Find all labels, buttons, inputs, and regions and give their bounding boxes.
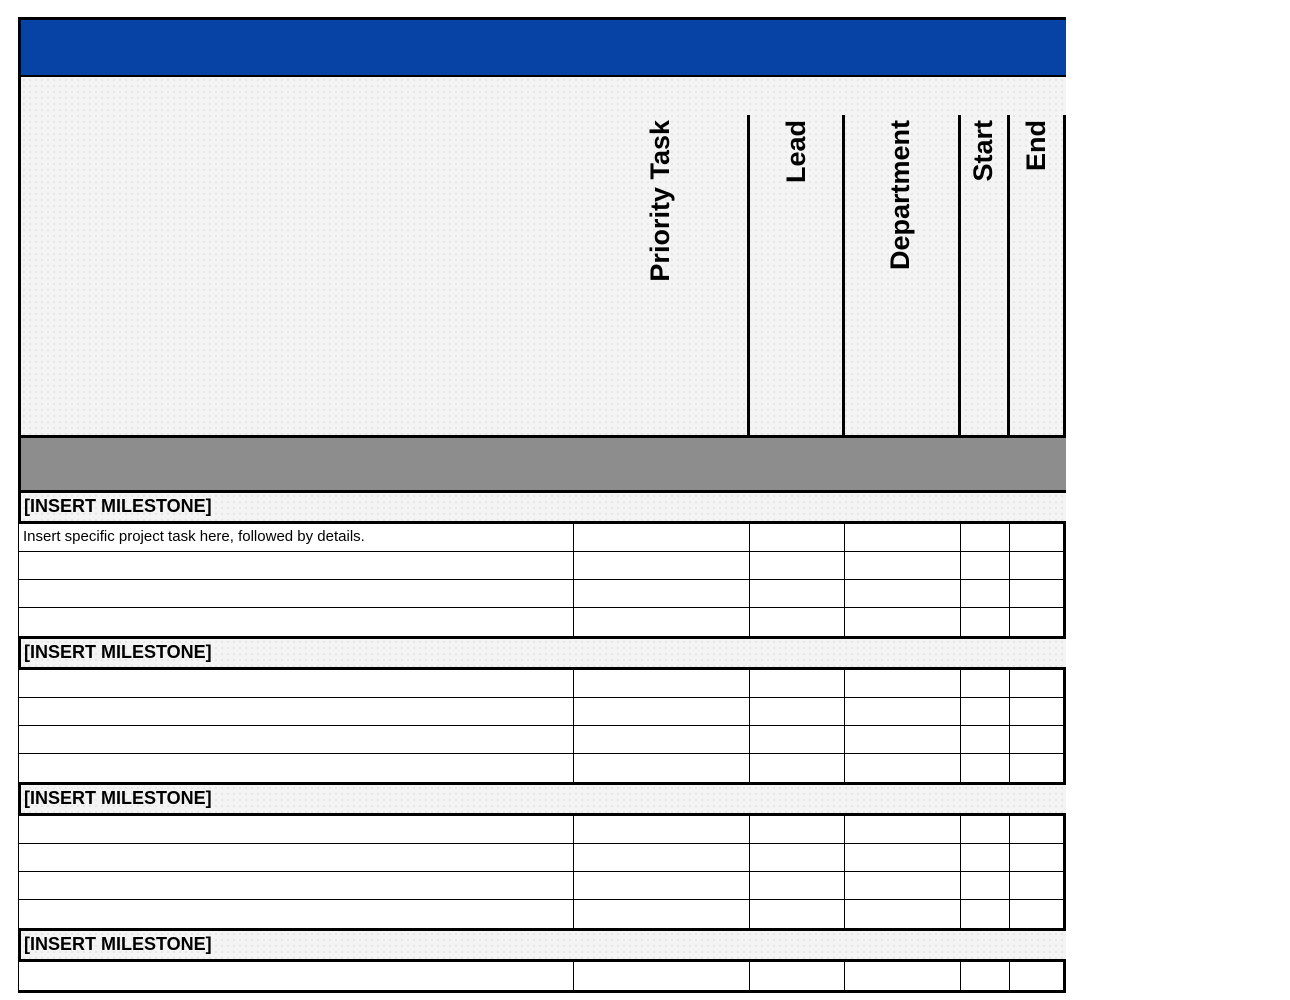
table-row [18, 962, 1066, 990]
department-cell[interactable] [845, 726, 961, 753]
task-cell[interactable] [18, 608, 574, 636]
department-cell[interactable] [845, 698, 961, 725]
priority-cell[interactable] [574, 670, 750, 697]
department-cell[interactable] [845, 580, 961, 607]
table-row [18, 816, 1066, 844]
department-cell[interactable] [845, 816, 961, 843]
task-cell[interactable] [18, 670, 574, 697]
department-cell[interactable] [845, 608, 961, 636]
column-header-start: Start [968, 120, 998, 182]
table-row [18, 698, 1066, 726]
end-date-cell[interactable] [1010, 872, 1066, 899]
start-date-cell[interactable] [961, 608, 1010, 636]
start-date-cell[interactable] [961, 670, 1010, 697]
end-date-cell[interactable] [1010, 552, 1066, 579]
end-date-cell[interactable] [1010, 962, 1066, 990]
lead-cell[interactable] [750, 670, 845, 697]
task-cell[interactable] [18, 698, 574, 725]
milestone-row[interactable] [18, 931, 1066, 959]
department-cell[interactable] [845, 754, 961, 782]
end-date-cell[interactable] [1010, 524, 1066, 551]
priority-cell[interactable] [574, 962, 750, 990]
priority-cell[interactable] [574, 608, 750, 636]
end-date-cell[interactable] [1010, 754, 1066, 782]
task-cell[interactable] [18, 580, 574, 607]
department-cell[interactable] [845, 962, 961, 990]
end-date-cell[interactable] [1010, 726, 1066, 753]
milestone-label: [INSERT MILESTONE] [24, 934, 212, 954]
title-band [18, 17, 1066, 77]
start-date-cell[interactable] [961, 754, 1010, 782]
priority-cell[interactable] [574, 524, 750, 551]
lead-cell[interactable] [750, 524, 845, 551]
table-row [18, 608, 1066, 636]
milestone-row[interactable] [18, 785, 1066, 813]
task-cell[interactable]: Insert specific project task here, followed by details. [18, 524, 574, 551]
lead-cell[interactable] [750, 726, 845, 753]
milestone-row[interactable] [18, 493, 1066, 521]
task-cell[interactable] [18, 754, 574, 782]
table-row [18, 524, 1066, 552]
task-group [18, 667, 1066, 785]
end-date-cell[interactable] [1010, 816, 1066, 843]
table-row [18, 552, 1066, 580]
lead-cell[interactable] [750, 754, 845, 782]
column-header-priority-task: Priority Task [645, 120, 675, 282]
section-band [18, 435, 1066, 493]
department-cell[interactable] [845, 872, 961, 899]
priority-cell[interactable] [574, 816, 750, 843]
lead-cell[interactable] [750, 608, 845, 636]
lead-cell[interactable] [750, 900, 845, 928]
task-cell[interactable] [18, 872, 574, 899]
start-date-cell[interactable] [961, 698, 1010, 725]
start-date-cell[interactable] [961, 726, 1010, 753]
end-date-cell[interactable] [1010, 698, 1066, 725]
lead-cell[interactable] [750, 962, 845, 990]
task-cell[interactable] [18, 900, 574, 928]
lead-cell[interactable] [750, 872, 845, 899]
task-cell[interactable] [18, 816, 574, 843]
start-date-cell[interactable] [961, 816, 1010, 843]
task-cell[interactable] [18, 962, 574, 990]
priority-cell[interactable] [574, 754, 750, 782]
department-cell[interactable] [845, 524, 961, 551]
priority-cell[interactable] [574, 900, 750, 928]
priority-cell[interactable] [574, 698, 750, 725]
milestone-label: [INSERT MILESTONE] [24, 642, 212, 662]
task-cell[interactable] [18, 844, 574, 871]
table-row [18, 900, 1066, 928]
start-date-cell[interactable] [961, 872, 1010, 899]
end-date-cell[interactable] [1010, 608, 1066, 636]
priority-cell[interactable] [574, 726, 750, 753]
table-row [18, 670, 1066, 698]
priority-cell[interactable] [574, 872, 750, 899]
lead-cell[interactable] [750, 580, 845, 607]
start-date-cell[interactable] [961, 844, 1010, 871]
task-cell[interactable] [18, 726, 574, 753]
lead-cell[interactable] [750, 844, 845, 871]
table-row [18, 580, 1066, 608]
start-date-cell[interactable] [961, 524, 1010, 551]
priority-cell[interactable] [574, 552, 750, 579]
milestone-row[interactable] [18, 639, 1066, 667]
end-date-cell[interactable] [1010, 844, 1066, 871]
department-cell[interactable] [845, 670, 961, 697]
task-cell[interactable] [18, 552, 574, 579]
column-divider [842, 115, 845, 437]
column-divider [1063, 115, 1066, 437]
table-row [18, 726, 1066, 754]
end-date-cell[interactable] [1010, 670, 1066, 697]
lead-cell[interactable] [750, 698, 845, 725]
end-date-cell[interactable] [1010, 900, 1066, 928]
department-cell[interactable] [845, 552, 961, 579]
start-date-cell[interactable] [961, 962, 1010, 990]
task-group [18, 959, 1066, 993]
lead-cell[interactable] [750, 816, 845, 843]
end-date-cell[interactable] [1010, 580, 1066, 607]
milestone-label: [INSERT MILESTONE] [24, 496, 212, 516]
lead-cell[interactable] [750, 552, 845, 579]
department-cell[interactable] [845, 900, 961, 928]
table-row [18, 754, 1066, 782]
column-divider [958, 115, 961, 437]
table-row [18, 872, 1066, 900]
column-header-department: Department [885, 120, 915, 271]
start-date-cell[interactable] [961, 552, 1010, 579]
start-date-cell[interactable] [961, 900, 1010, 928]
milestone-label: [INSERT MILESTONE] [24, 788, 212, 808]
task-group [18, 813, 1066, 931]
column-header-lead: Lead [781, 120, 811, 184]
department-cell[interactable] [845, 844, 961, 871]
column-divider [747, 115, 750, 437]
start-date-cell[interactable] [961, 580, 1010, 607]
table-row [18, 844, 1066, 872]
priority-cell[interactable] [574, 844, 750, 871]
column-header-end: End [1021, 120, 1051, 171]
priority-cell[interactable] [574, 580, 750, 607]
task-group [18, 521, 1066, 639]
column-divider [1007, 115, 1010, 437]
